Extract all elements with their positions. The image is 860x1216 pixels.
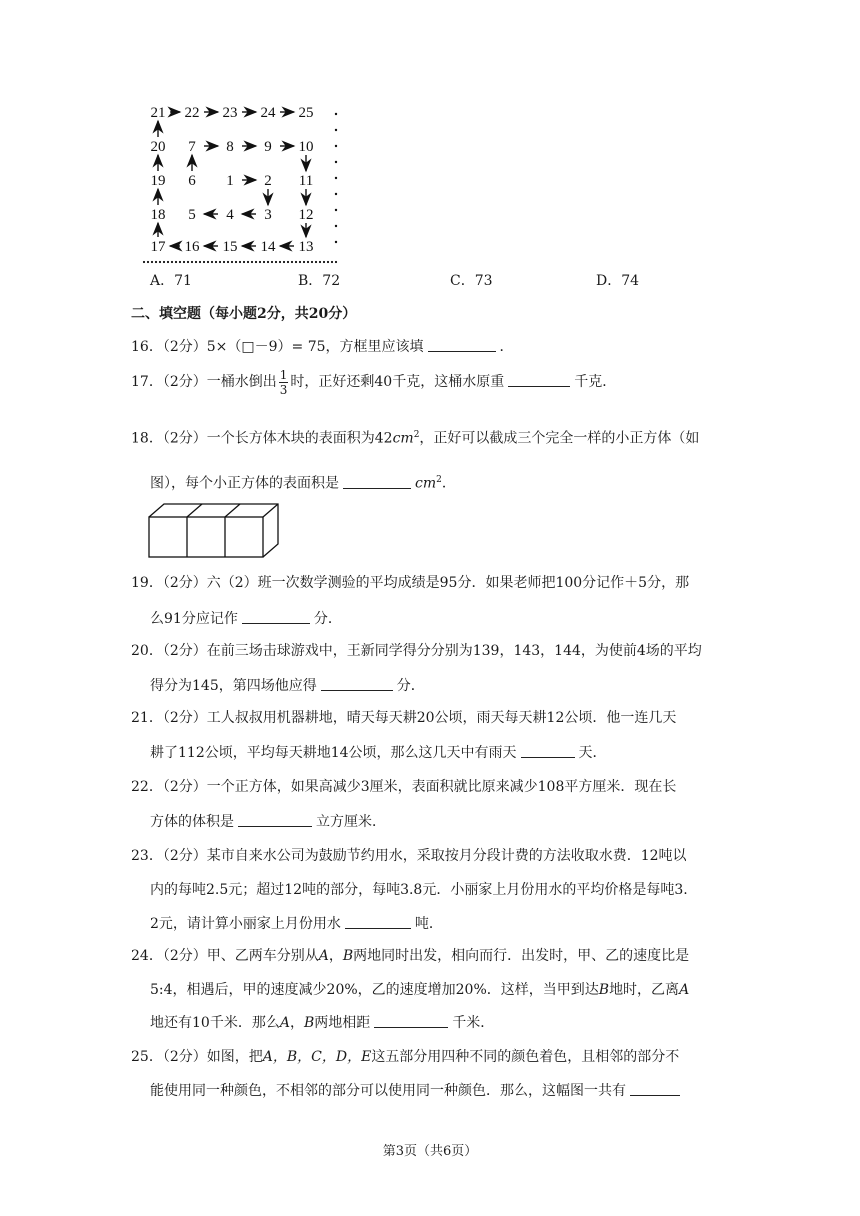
spiral-dot xyxy=(335,209,337,211)
spiral-number-5: 5 xyxy=(188,207,196,223)
spiral-number-13: 13 xyxy=(298,239,314,255)
option-b: B．72 xyxy=(298,273,341,289)
spiral-dot xyxy=(175,261,177,263)
spiral-dot xyxy=(235,261,237,263)
spiral-dot xyxy=(335,177,337,179)
spiral-number-21: 21 xyxy=(150,105,166,121)
spiral-number-6: 6 xyxy=(188,173,196,189)
fraction: $\frac{1}{3}$ xyxy=(279,367,288,397)
spiral-number-4: 4 xyxy=(226,207,234,223)
question-19-line1: 19．（2分）六（2）班一次数学测验的平均成绩是95分．如果老师把100分记作＋5分，那 xyxy=(131,575,690,591)
page-footer: 第3页（共6页） xyxy=(382,1144,478,1159)
question-25-line2: 能使用同一种颜色，不相邻的部分可以使用同一种颜色．那么，这幅图一共有 xyxy=(150,1081,770,1101)
spiral-number-14: 14 xyxy=(260,239,276,255)
answer-blank[interactable] xyxy=(321,676,393,691)
spiral-dot xyxy=(215,261,217,263)
spiral-number-10: 10 xyxy=(298,139,314,155)
spiral-dot xyxy=(239,261,241,263)
spiral-dot xyxy=(183,261,185,263)
spiral-dot xyxy=(223,261,225,263)
spiral-dot xyxy=(203,261,205,263)
spiral-dot xyxy=(323,261,325,263)
section-title: 二、填空题（每小题2分，共20分） xyxy=(131,306,357,322)
spiral-number-16: 16 xyxy=(184,239,200,255)
question-20-line2: 得分为145，第四场他应得 分． xyxy=(150,678,425,694)
spiral-dot xyxy=(331,261,333,263)
spiral-dot xyxy=(263,261,265,263)
spiral-dot xyxy=(251,261,253,263)
spiral-number-23: 23 xyxy=(222,105,238,121)
spiral-dot xyxy=(179,261,181,263)
spiral-number-12: 12 xyxy=(298,207,314,223)
question-24-line2: 5:4，相遇后，甲的速度减少20%，乙的速度增加20%．这样，当甲到达B地时，乙离A xyxy=(150,982,690,998)
spiral-dot xyxy=(335,113,337,115)
spiral-number-3: 3 xyxy=(264,207,272,223)
spiral-number-15: 15 xyxy=(222,239,238,255)
spiral-dot xyxy=(243,261,245,263)
spiral-dot xyxy=(287,261,289,263)
spiral-dot xyxy=(303,261,305,263)
question-23-line2: 内的每吨2.5元；超过12吨的部分，每吨3.8元．小丽家上月份用水的平均价格是每吨3. xyxy=(150,882,688,898)
spiral-dot xyxy=(319,261,321,263)
spiral-dot xyxy=(259,261,261,263)
spiral-dot xyxy=(219,261,221,263)
spiral-dot xyxy=(327,261,329,263)
answer-blank[interactable] xyxy=(521,743,575,758)
answer-blank[interactable] xyxy=(630,1081,680,1096)
question-17: 17．（2分）一桶水倒出 $\frac{1}{3}$ 时，正好还剩40千克，这桶水原重 千克． xyxy=(131,367,617,397)
answer-blank[interactable] xyxy=(343,474,411,489)
spiral-number-2: 2 xyxy=(264,173,272,189)
spiral-dot xyxy=(335,261,337,263)
question-18-line1: 18．（2分）一个长方体木块的表面积为$42cm^2$，正好可以截成三个完全一样的小正方体（如 xyxy=(131,430,700,447)
question-23-line1: 23．（2分）某市自来水公司为鼓励节约用水，采取按月分段计费的方法收取水费．12吨以 xyxy=(131,848,687,864)
spiral-dot xyxy=(211,261,213,263)
spiral-dot xyxy=(335,145,337,147)
spiral-dot xyxy=(163,261,165,263)
question-19-line2: 么91分应记作 分． xyxy=(150,611,342,627)
answer-blank[interactable] xyxy=(345,914,411,929)
spiral-dot xyxy=(299,261,301,263)
spiral-dot xyxy=(147,261,149,263)
question-18-line2: 图），每个小正方体的表面积是 $cm^2$． xyxy=(150,475,456,492)
question-16: 16．（2分）5×（□－9）= 75，方框里应该填 ． xyxy=(131,339,514,355)
question-22-line1: 22．（2分）一个正方体，如果高减少3厘米，表面积就比原来减少108平方厘米．现在长 xyxy=(131,779,677,795)
spiral-dot xyxy=(159,261,161,263)
spiral-dot xyxy=(271,261,273,263)
spiral-dot xyxy=(227,261,229,263)
three-cubes-figure xyxy=(146,500,282,562)
spiral-dot xyxy=(291,261,293,263)
spiral-dot xyxy=(171,261,173,263)
spiral-number-19: 19 xyxy=(150,173,166,189)
spiral-number-25: 25 xyxy=(298,105,314,121)
answer-blank[interactable] xyxy=(238,812,312,827)
spiral-dot xyxy=(315,261,317,263)
spiral-number-8: 8 xyxy=(226,139,234,155)
spiral-dot xyxy=(267,261,269,263)
spiral-dot xyxy=(195,261,197,263)
question-22-line2: 方体的体积是 立方厘米． xyxy=(150,814,386,830)
spiral-dot xyxy=(335,241,337,243)
spiral-dot xyxy=(143,261,145,263)
option-c: C．73 xyxy=(450,273,493,289)
spiral-dot xyxy=(335,225,337,227)
spiral-dot xyxy=(311,261,313,263)
spiral-dot xyxy=(151,261,153,263)
spiral-dot xyxy=(335,129,337,131)
spiral-number-11: 11 xyxy=(298,173,314,189)
spiral-dot xyxy=(335,161,337,163)
answer-blank[interactable] xyxy=(428,337,496,352)
spiral-dot xyxy=(207,261,209,263)
spiral-number-22: 22 xyxy=(184,105,200,121)
spiral-dot xyxy=(275,261,277,263)
spiral-dot xyxy=(335,193,337,195)
spiral-dot xyxy=(295,261,297,263)
spiral-dot xyxy=(247,261,249,263)
spiral-number-7: 7 xyxy=(188,139,196,155)
answer-blank[interactable] xyxy=(508,372,570,387)
spiral-number-18: 18 xyxy=(150,207,166,223)
option-a: A．71 xyxy=(150,273,192,289)
spiral-dot xyxy=(187,261,189,263)
spiral-dot xyxy=(231,261,233,263)
spiral-number-24: 24 xyxy=(260,105,276,121)
spiral-number-9: 9 xyxy=(264,139,272,155)
spiral-number-1: 1 xyxy=(226,173,234,189)
question-24-line3: 地还有10千米．那么A，B两地相距 千米． xyxy=(150,1015,495,1031)
question-20-line1: 20．（2分）在前三场击球游戏中，王新同学得分分别为139，143，144，为使前4场的平均 xyxy=(131,643,702,659)
question-25-line1: 25．（2分）如图，把A，B，C，D，E这五部分用四种不同的颜色着色，且相邻的部分不 xyxy=(131,1049,680,1065)
question-23-line3: 2元，请计算小丽家上月份用水 吨． xyxy=(150,916,443,932)
question-21-line2: 耕了112公顷，平均每天耕地14公顷，那么这几天中有雨天 天． xyxy=(150,745,607,761)
spiral-dot xyxy=(191,261,193,263)
question-24-line1: 24．（2分）甲、乙两车分别从A，B两地同时出发，相向而行．出发时，甲、乙的速度比是 xyxy=(131,948,690,964)
question-21-line1: 21．（2分）工人叔叔用机器耕地，晴天每天耕20公顷，雨天每天耕12公顷．他一连几天 xyxy=(131,710,677,726)
spiral-dot xyxy=(279,261,281,263)
spiral-dot xyxy=(155,261,157,263)
spiral-dot xyxy=(307,261,309,263)
answer-blank[interactable] xyxy=(242,609,310,624)
spiral-number-17: 17 xyxy=(150,239,166,255)
spiral-figure xyxy=(140,98,360,268)
spiral-dot xyxy=(283,261,285,263)
option-d: D．74 xyxy=(596,273,640,289)
spiral-dot xyxy=(199,261,201,263)
spiral-number-20: 20 xyxy=(150,139,166,155)
answer-blank[interactable] xyxy=(374,1013,448,1028)
spiral-dot xyxy=(167,261,169,263)
spiral-dot xyxy=(255,261,257,263)
